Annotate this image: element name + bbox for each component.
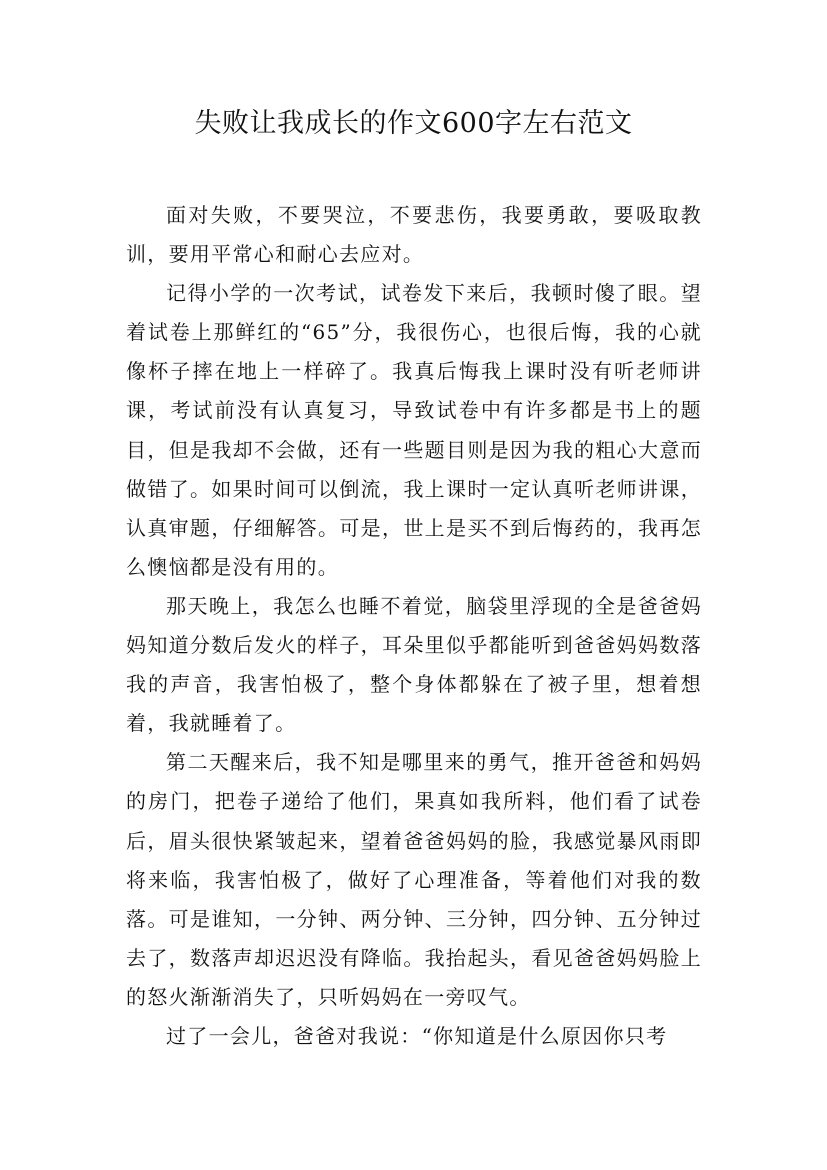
- paragraph-5: 过了一会儿，爸爸对我说：“你知道是什么原因你只考: [166, 1023, 668, 1048]
- paragraph-3: 那天晚上，我怎么也睡不着觉，脑袋里浮现的全是爸爸妈妈知道分数后发火的样子，耳朵里似乎都能听到爸爸妈妈数落我的声音，我害怕极了，整个身体都躲在了被子里，想着想着，我就睡着了。: [126, 593, 702, 736]
- paragraph-2: 记得小学的一次考试，试卷发下来后，我顿时傻了眼。望着试卷上那鲜红的“65”分，我很伤心，也很后悔，我的心就像杯子摔在地上一样碎了。我真后悔我上课时没有听老师讲课，考试前没有认真复习，导致试卷中有许多都是书上的题目，但是我却不会做，还有一些题目则是因为我的粗心大意而做错了。如果时间可以倒流，我上课时一定认真听老师讲课，认真审题，仔细解答。可是，世上是买不到后悔药的，我再怎么懊恼都是没有用的。: [126, 281, 702, 579]
- document-title: 失败让我成长的作文600字左右范文: [194, 108, 633, 139]
- paragraph-1: 面对失败，不要哭泣，不要悲伤，我要勇敢，要吸取教训，要用平常心和耐心去应对。: [126, 203, 702, 267]
- paragraph-4: 第二天醒来后，我不知是哪里来的勇气，推开爸爸和妈妈的房门，把卷子递给了他们，果真如我所料，他们看了试卷后，眉头很快紧皱起来，望着爸爸妈妈的脸，我感觉暴风雨即将来临，我害怕极了，做好了心理准备，等着他们对我的数落。可是谁知，一分钟、两分钟、三分钟，四分钟、五分钟过去了，数落声却迟迟没有降临。我抬起头，看见爸爸妈妈脸上的怒火渐渐消失了，只听妈妈在一旁叹气。: [126, 750, 702, 1009]
- document-body: [126, 196, 702, 1056]
